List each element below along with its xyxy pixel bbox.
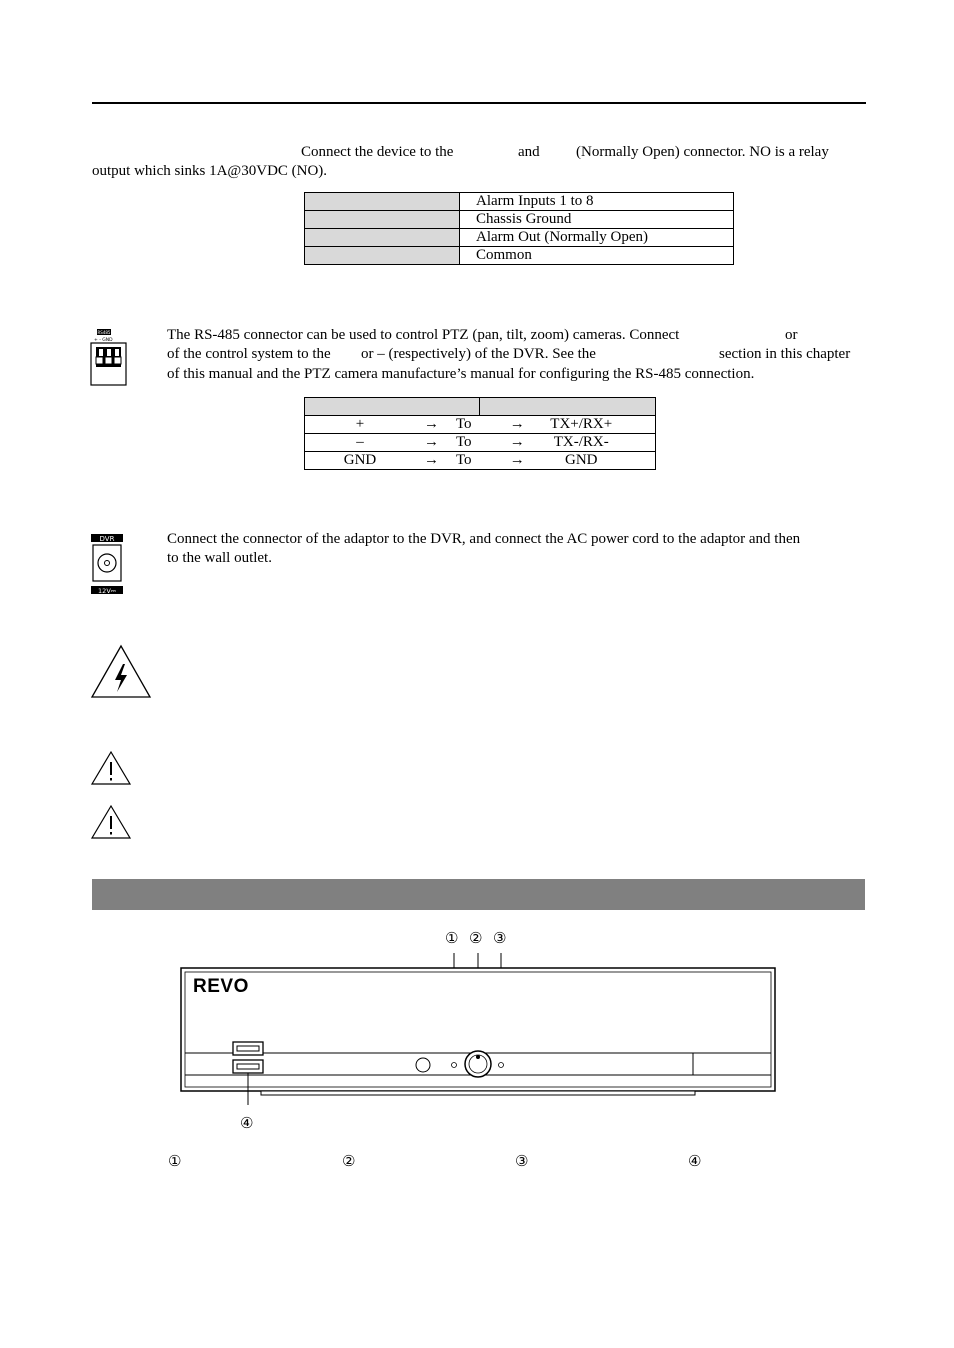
rs485-table — [304, 397, 656, 470]
table-row — [305, 434, 656, 452]
caution-icon — [90, 804, 132, 845]
arrow: → — [509, 434, 525, 450]
dc-power-connector-icon — [90, 533, 124, 597]
table-cell: To — [448, 452, 480, 470]
table-value: TX+/RX+ — [550, 416, 613, 432]
table-cell: Alarm Inputs 1 to 8 — [460, 193, 734, 211]
power-icon-bottom-label: 12V⎓ — [98, 587, 116, 595]
table-cell: → — [415, 416, 448, 434]
caution-icon — [90, 750, 132, 791]
table-cell: Alarm Out (Normally Open) — [460, 229, 734, 247]
callout-2: ② — [469, 929, 483, 947]
power-text-2: to the wall outlet. — [167, 550, 272, 566]
table-cell — [480, 434, 656, 452]
table-cell — [480, 416, 656, 434]
table-cell: → — [415, 434, 448, 452]
legend-marker-2: ② — [342, 1152, 356, 1170]
brand-logo: REVO — [193, 976, 249, 997]
power-icon-top-label: DVR — [99, 535, 115, 543]
callout-4: ④ — [240, 1114, 254, 1132]
table-cell: → — [415, 452, 448, 470]
rs485-text-3: of this manual and the PTZ camera manufacture’s manual for configuring the RS-485 connection. — [167, 366, 755, 382]
rs485-text-2c: section in this chapter — [719, 346, 851, 362]
callout-1: ① — [445, 929, 459, 947]
rs485-text-1a: The RS-485 connector can be used to control PTZ (pan, tilt, zoom) cameras. Connect — [167, 327, 680, 343]
alarm-text-2: output which sinks 1A@30VDC (NO). — [92, 163, 328, 179]
callout-3: ③ — [493, 929, 507, 947]
rs485-icon-label: RS485 — [97, 330, 111, 335]
dvr-front-panel-diagram — [178, 945, 778, 1110]
alarm-text-1a: Connect the device to the — [301, 144, 454, 160]
table-row — [305, 247, 734, 265]
rs485-text-2a: of the control system to the — [167, 346, 331, 362]
table-value: GND — [565, 452, 598, 468]
table-row — [305, 211, 734, 229]
power-text-1: Connect the connector of the adaptor to the DVR, and connect the AC power cord to the adaptor and then — [167, 531, 801, 547]
table-row — [305, 398, 656, 416]
table-cell: Chassis Ground — [460, 211, 734, 229]
table-cell: To — [448, 434, 480, 452]
table-row — [305, 193, 734, 211]
rs485-text-2b: or – (respectively) of the DVR. See the — [361, 346, 596, 362]
alarm-table — [304, 192, 734, 265]
arrow: → — [509, 452, 525, 468]
alarm-text-1c: (Normally Open) connector. NO is a relay — [576, 144, 829, 160]
table-cell: Common — [460, 247, 734, 265]
table-row — [305, 229, 734, 247]
legend-marker-3: ③ — [515, 1152, 529, 1170]
rs485-connector-icon — [90, 327, 128, 387]
table-cell: – — [305, 434, 416, 452]
table-cell: To — [448, 416, 480, 434]
section-heading-bar — [92, 879, 865, 910]
legend-marker-1: ① — [168, 1152, 182, 1170]
table-row — [305, 452, 656, 470]
rs485-icon-pins: + - GND — [94, 338, 113, 343]
header-rule — [92, 102, 866, 104]
table-cell: GND — [305, 452, 416, 470]
arrow: → — [509, 416, 525, 432]
alarm-text-1b: and — [518, 144, 540, 160]
table-cell: + — [305, 416, 416, 434]
table-row — [305, 416, 656, 434]
table-value: TX-/RX- — [553, 434, 609, 450]
table-cell — [480, 452, 656, 470]
legend-marker-4: ④ — [688, 1152, 702, 1170]
electric-hazard-icon — [90, 644, 152, 705]
rs485-text-1b: or — [785, 327, 798, 343]
